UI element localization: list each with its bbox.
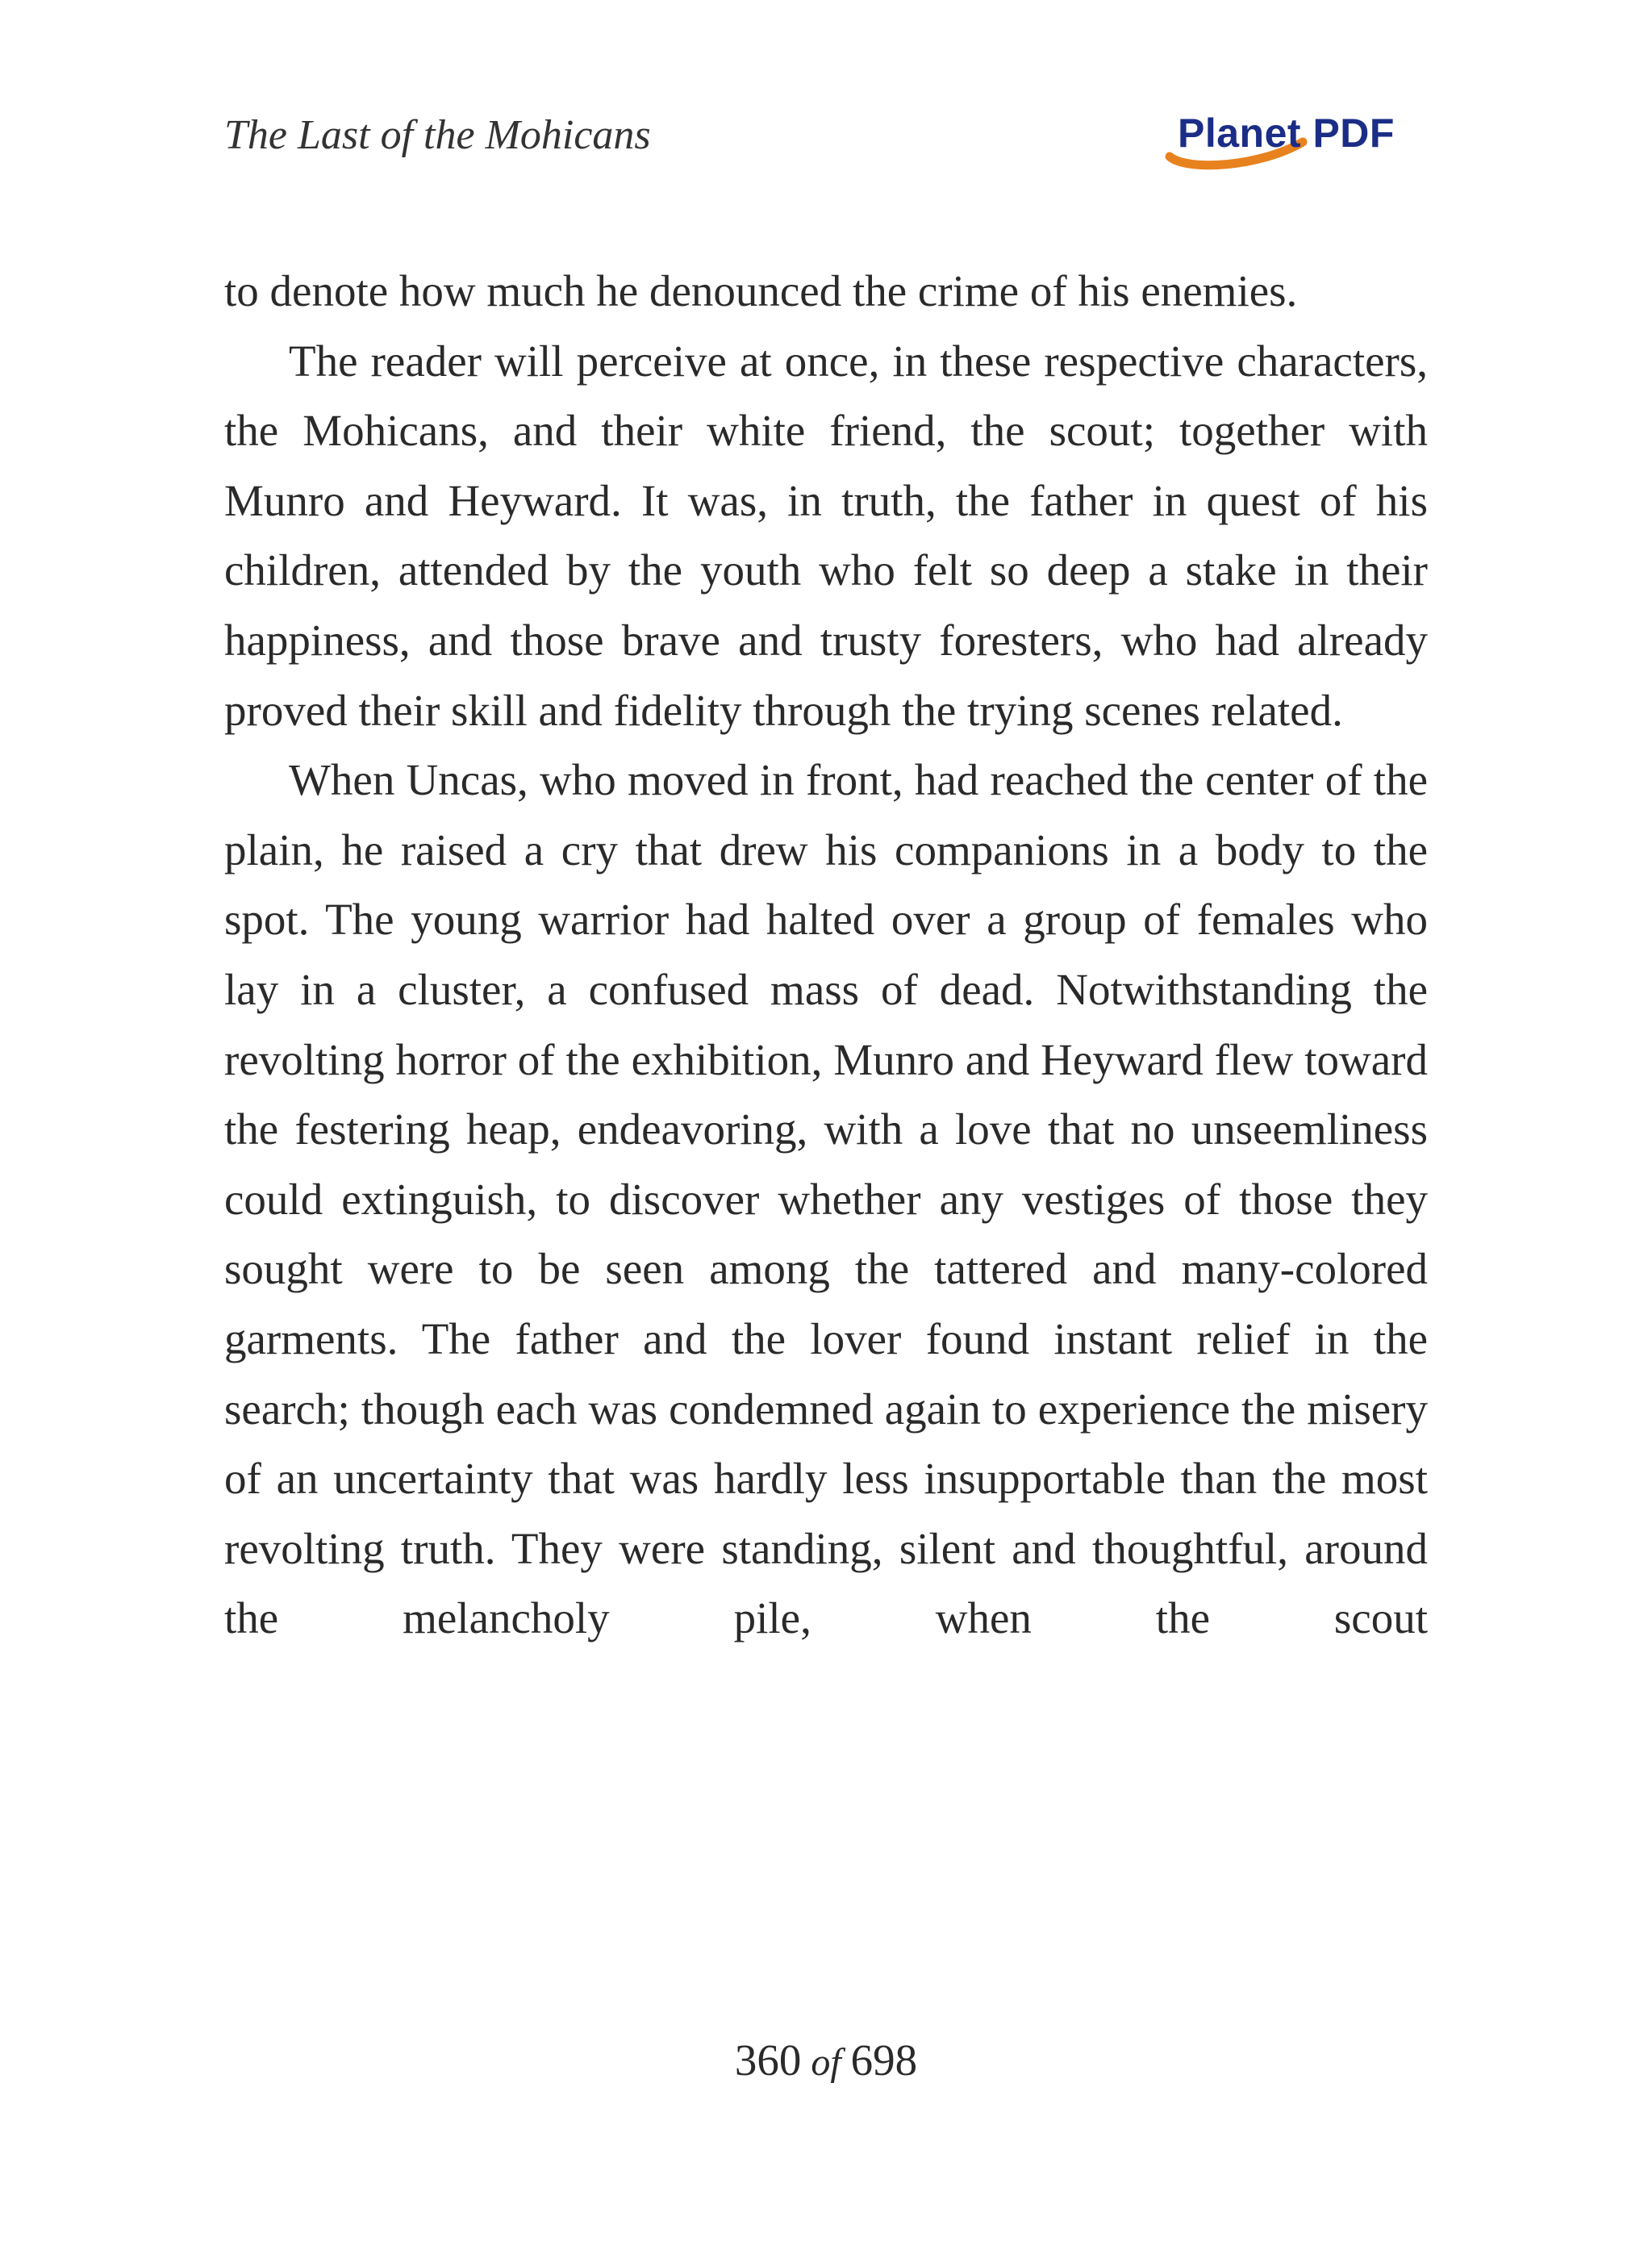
running-book-title: The Last of the Mohicans [224, 112, 651, 158]
paragraph: to denote how much he denounced the crime of his enemies. [224, 266, 1298, 315]
paragraph: The reader will perceive at once, in these respective characters, the Mohicans, and their white friend, the scout; together with Munro and Heyward. It was, in truth, the father in quest of his children, attended by the youth who felt so deep a stake in their happiness, and those brave and trusty foresters, who had already proved their skill and fidelity through the trying scenes related. [224, 336, 1428, 735]
logo-text: Planet PDF [1178, 111, 1395, 156]
planet-pdf-logo [1162, 103, 1428, 176]
page-of-word: of [811, 2041, 841, 2084]
paragraph: When Uncas, who moved in front, had reached the center of the plain, he raised a cry that drew his companions in a body to the spot. The young warrior had halted over a group of females who lay in a cluster, a confused mass of dead. Notwithstanding the revolting horror of the exhibition, Munro and Heyward flew toward the festering heap, endeavoring, with a love that no unseemliness could extinguish, to discover whether any vestiges of those they sought were to be seen among the tattered and many-colored garments. The father and the lover found instant relief in the search; though each was condemned again to experience the misery of an uncertainty that was hardly less insupportable than the most revolting truth. They were standing, silent and thoughtful, around the melancholy pile, when the scout [224, 755, 1428, 1643]
total-page-count: 698 [850, 2035, 918, 2085]
current-page-number: 360 [734, 2035, 802, 2085]
page-body [224, 257, 1428, 1654]
page-number [0, 2028, 1652, 2095]
